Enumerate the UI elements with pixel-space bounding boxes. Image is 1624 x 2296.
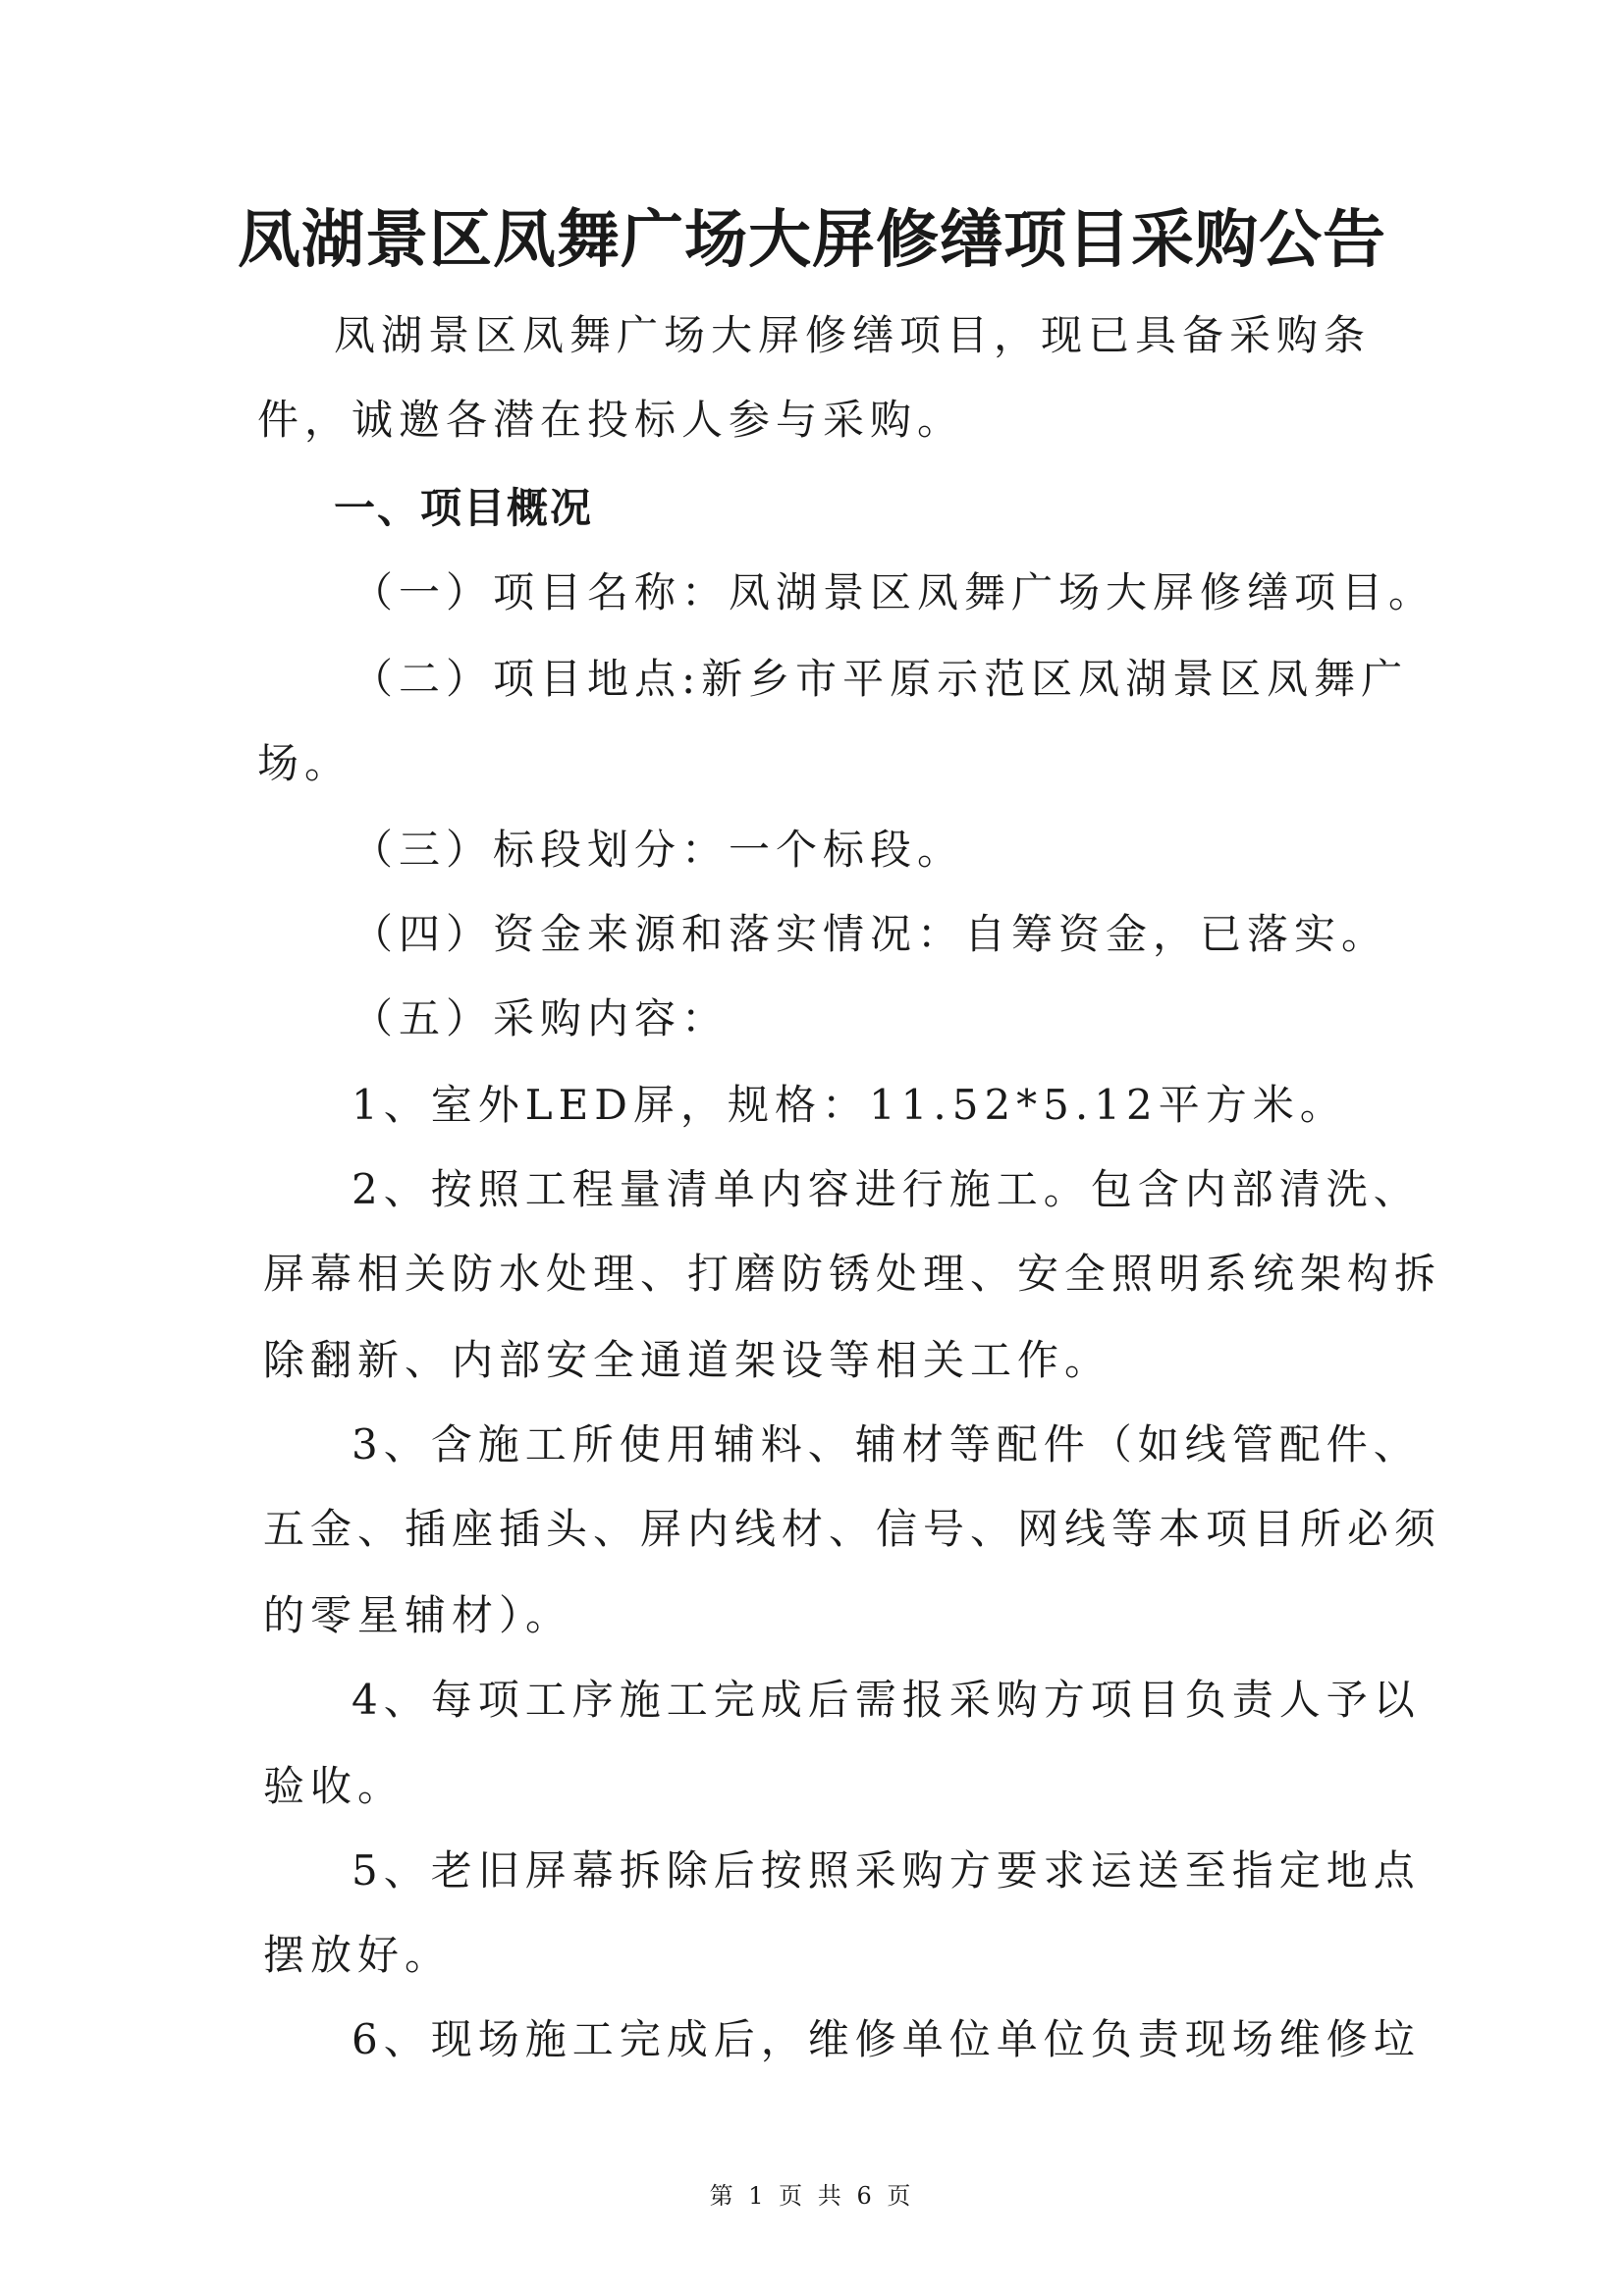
paragraph-line: 凤湖景区凤舞广场大屏修缮项目，现已具备采购条 <box>334 311 1372 359</box>
paragraph-line: 五金、插座插头、屏内线材、信号、网线等本项目所必须 <box>263 1505 1442 1553</box>
section-heading: 一、项目概况 <box>334 484 594 532</box>
paragraph-line: 的零星辅材）。 <box>263 1591 573 1639</box>
paragraph-line: （三）标段划分：一个标段。 <box>352 826 965 874</box>
paragraph-line: 3、含施工所使用辅料、辅材等配件（如线管配件、 <box>352 1420 1421 1468</box>
paragraph-line: 验收。 <box>263 1762 406 1810</box>
paragraph-line: 件，诚邀各潜在投标人参与采购。 <box>257 396 965 444</box>
page-number: 第 1 页 共 6 页 <box>709 2182 915 2210</box>
paragraph-line: 6、现场施工完成后，维修单位单位负责现场维修垃 <box>352 2015 1421 2063</box>
paragraph-line: （一）项目名称：凤湖景区凤舞广场大屏修缮项目。 <box>352 568 1436 616</box>
paragraph-line: 场。 <box>257 739 352 787</box>
paragraph-line: 1、室外LED屏，规格：11.52*5.12平方米。 <box>352 1081 1347 1129</box>
paragraph-line: 屏幕相关防水处理、打磨防锈处理、安全照明系统架构拆 <box>263 1250 1442 1298</box>
paragraph-line: 4、每项工序施工完成后需报采购方项目负责人予以 <box>352 1676 1421 1724</box>
paragraph-line: 除翻新、内部安全通道架设等相关工作。 <box>263 1336 1112 1384</box>
paragraph-line: （二）项目地点:新乡市平原示范区凤湖景区凤舞广 <box>352 655 1409 703</box>
paragraph-line: 5、老旧屏幕拆除后按照采购方要求运送至指定地点 <box>352 1846 1421 1895</box>
paragraph-line: （五）采购内容： <box>352 994 730 1042</box>
paragraph-line: 2、按照工程量清单内容进行施工。包含内部清洗、 <box>352 1165 1421 1213</box>
paragraph-line: 摆放好。 <box>263 1931 453 1979</box>
document-title: 凤湖景区凤舞广场大屏修缮项目采购公告 <box>238 203 1386 277</box>
paragraph-line: （四）资金来源和落实情况：自筹资金，已落实。 <box>352 910 1389 958</box>
